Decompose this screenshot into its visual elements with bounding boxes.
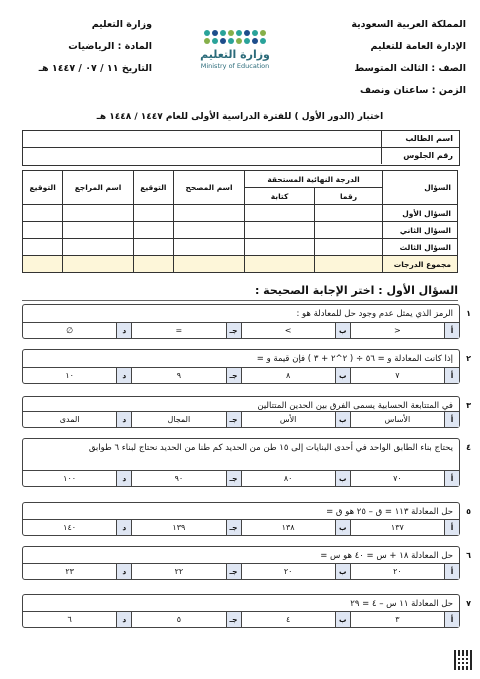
option-text: ٧: [395, 371, 400, 380]
header-grade: الصف : الثالث المتوسط: [354, 63, 466, 74]
option-text: ٢٠: [393, 567, 402, 576]
option-text: ٤: [285, 615, 291, 624]
option-letter: أ: [444, 612, 459, 627]
option[interactable]: [350, 564, 459, 579]
grades-header-signature2: التوقيع: [23, 171, 63, 205]
header-duration: الزمن : ساعتان ونصف: [360, 85, 466, 96]
option-text: المجال: [167, 415, 191, 424]
grade-cell[interactable]: [133, 256, 173, 273]
option-letter: د: [116, 323, 131, 338]
option-letter: ب: [335, 323, 350, 338]
student-name-row[interactable]: [23, 131, 459, 148]
grades-header-digits: رقما: [315, 188, 383, 205]
option-text: ٢٠: [283, 567, 293, 576]
header-ministry: وزارة التعليم: [91, 19, 152, 30]
options-row: [23, 611, 459, 627]
grades-header-final: الدرجة النهائية المستحقة: [245, 171, 383, 188]
question-block: [22, 594, 471, 628]
option-letter: جـ: [226, 368, 241, 383]
option[interactable]: [241, 612, 350, 627]
question-stem: حل المعادلة ١١ س – ٤ = ٢٩: [350, 599, 453, 609]
student-name-label: اسم الطالب: [381, 131, 459, 147]
option-letter: ب: [335, 564, 350, 579]
option[interactable]: [23, 612, 131, 627]
grade-cell[interactable]: [23, 222, 63, 239]
grade-cell[interactable]: [63, 239, 133, 256]
question-stem: إذا كانت المعادلة و = ٥٦ ÷ ( ٢^٢ + ٣ ) فإن قيمة و =: [256, 354, 453, 364]
option[interactable]: [23, 520, 131, 535]
option-letter: د: [116, 564, 131, 579]
option-text: ١٤٠: [63, 523, 77, 532]
option-text: ١٠: [65, 371, 74, 380]
grade-cell[interactable]: [174, 205, 245, 222]
logo-arabic-text: وزارة التعليم: [200, 48, 270, 61]
option[interactable]: [350, 323, 459, 338]
grade-cell[interactable]: [174, 256, 245, 273]
question-stem: حل المعادلة ١١٣ = ق – ٢٥ هو ق =: [326, 507, 453, 517]
options-row: [23, 322, 459, 338]
option-letter: أ: [444, 323, 459, 338]
option-text: ٨: [285, 371, 291, 380]
grade-cell[interactable]: [63, 222, 133, 239]
option-text: <: [394, 326, 401, 335]
grade-cell[interactable]: [63, 205, 133, 222]
grade-cell[interactable]: [315, 239, 383, 256]
option-letter: جـ: [226, 612, 241, 627]
option[interactable]: [131, 368, 240, 383]
option-text: ٥: [176, 615, 182, 624]
grades-row: [23, 239, 458, 256]
options-row: [23, 563, 459, 579]
page-header: [0, 6, 480, 98]
option[interactable]: [131, 520, 240, 535]
option-text: ١٣٧: [390, 523, 404, 532]
header-subject: المادة : الرياضيات: [68, 41, 152, 52]
question-number: ١: [466, 309, 471, 318]
option[interactable]: [350, 612, 459, 627]
qr-code-icon: [454, 650, 474, 670]
option[interactable]: [23, 471, 131, 486]
grades-row-label: السؤال الثالث: [383, 239, 458, 256]
question-stem: في المتتابعة الحسابية يسمى الفرق بين الحدين المتتالين: [257, 401, 453, 411]
option-letter: جـ: [226, 471, 241, 486]
option[interactable]: [350, 471, 459, 486]
option-letter: أ: [444, 368, 459, 383]
grades-row-label: السؤال الأول: [383, 205, 458, 222]
option-text: =: [175, 326, 183, 335]
options-row: [23, 519, 459, 535]
option-letter: ب: [335, 412, 350, 427]
grade-cell[interactable]: [23, 205, 63, 222]
grade-cell[interactable]: [174, 222, 245, 239]
option[interactable]: [241, 564, 350, 579]
grade-cell[interactable]: [245, 222, 315, 239]
grade-cell[interactable]: [245, 239, 315, 256]
option-letter: ب: [335, 368, 350, 383]
option-letter: د: [116, 412, 131, 427]
option[interactable]: [23, 368, 131, 383]
grades-header-corrector: اسم المصحح: [174, 171, 245, 205]
option-letter: جـ: [226, 520, 241, 535]
option-text: المدى: [59, 415, 80, 424]
seat-number-label: رقم الجلوس: [381, 148, 459, 164]
option[interactable]: [23, 412, 131, 427]
header-directorate: الإدارة العامة للتعليم: [370, 41, 466, 52]
option[interactable]: [241, 520, 350, 535]
option-text: الأساس: [384, 415, 411, 424]
option[interactable]: [131, 323, 240, 338]
grade-cell[interactable]: [174, 239, 245, 256]
grade-cell[interactable]: [133, 205, 173, 222]
grades-row: [23, 222, 458, 239]
option-text: ٧٠: [393, 474, 402, 483]
option[interactable]: [241, 368, 350, 383]
option-letter: د: [116, 612, 131, 627]
student-info-box: [22, 130, 460, 166]
option-letter: جـ: [226, 412, 241, 427]
logo-english-text: Ministry of Education: [200, 62, 270, 70]
question-stem: الرمز الذي يمثل عدم وجود حل للمعادلة هو :: [296, 309, 453, 319]
option[interactable]: [23, 323, 131, 338]
option-text: ٩: [176, 371, 182, 380]
option-letter: أ: [444, 520, 459, 535]
option-letter: أ: [444, 471, 459, 486]
option-letter: د: [116, 520, 131, 535]
options-row: [23, 411, 459, 427]
option[interactable]: [131, 471, 240, 486]
option-letter: جـ: [226, 564, 241, 579]
option-text: ٣: [395, 615, 400, 624]
options-row: [23, 367, 459, 383]
grade-cell[interactable]: [245, 256, 315, 273]
seat-number-row[interactable]: [23, 148, 459, 164]
option[interactable]: [131, 412, 240, 427]
header-left-block: [12, 14, 152, 80]
option-text: ١٠٠: [63, 474, 77, 483]
option[interactable]: [241, 412, 350, 427]
grades-table: [22, 170, 458, 273]
grade-cell[interactable]: [315, 205, 383, 222]
grade-cell[interactable]: [23, 239, 63, 256]
option[interactable]: [23, 564, 131, 579]
grade-cell[interactable]: [315, 222, 383, 239]
question-number: ٣: [466, 401, 471, 410]
question-stem: حل المعادلة ١٨ + س = ٤٠ هو س =: [320, 551, 453, 561]
header-right-block: [296, 14, 466, 102]
option-letter: د: [116, 368, 131, 383]
question-block: [22, 304, 471, 339]
question-block: [22, 502, 471, 536]
grades-header-question: السؤال: [383, 171, 458, 205]
option[interactable]: [350, 520, 459, 535]
option-letter: ب: [335, 612, 350, 627]
options-row: [23, 470, 459, 486]
option[interactable]: [131, 612, 240, 627]
option-text: ١٣٩: [172, 523, 186, 532]
option-text: >: [284, 326, 292, 335]
question-number: ٥: [466, 507, 471, 516]
question-block: [22, 438, 471, 487]
option-text: الأس: [279, 415, 297, 424]
ministry-logo: [170, 28, 300, 90]
option-text: ١٣٨: [281, 523, 295, 532]
option[interactable]: [350, 412, 459, 427]
grades-row: [23, 205, 458, 222]
grade-cell[interactable]: [245, 205, 315, 222]
option-text: ٦: [67, 615, 72, 624]
grades-total-row: [23, 256, 458, 273]
grade-cell[interactable]: [133, 222, 173, 239]
option-text: ٢٣: [65, 567, 74, 576]
section-title: السؤال الأول : اختر الإجابة الصحيحة :: [22, 282, 458, 301]
exam-title: اختبار (الدور الأول ) للفترة الدراسية الأولى للعام ١٤٤٧ / ١٤٤٨ هـ: [96, 112, 384, 122]
option[interactable]: [350, 368, 459, 383]
option-letter: ب: [335, 471, 350, 486]
question-block: [22, 349, 471, 384]
question-number: ٢: [466, 354, 471, 363]
logo-dots-icon: [170, 30, 300, 44]
option[interactable]: [131, 564, 240, 579]
header-country: المملكة العربية السعودية: [351, 19, 466, 30]
grades-header-words: كتابة: [245, 188, 315, 205]
grades-row-label: السؤال الثاني: [383, 222, 458, 239]
option-letter: جـ: [226, 323, 241, 338]
question-block: [22, 396, 471, 428]
option-text: ٢٢: [174, 567, 184, 576]
grades-total-label: مجموع الدرجات: [383, 256, 458, 273]
grade-cell[interactable]: [133, 239, 173, 256]
option[interactable]: [241, 323, 350, 338]
question-number: ٧: [466, 599, 471, 608]
option-text: ٨٠: [283, 474, 293, 483]
option-letter: ب: [335, 520, 350, 535]
grade-cell[interactable]: [23, 256, 63, 273]
question-stem: يحتاج بناء الطابق الواحد في أحدى البنايات إلى ١٥ طن من الحديد كم طنا من الحديد نحتاج لبناء ٦ طوابق: [88, 443, 453, 453]
option-letter: د: [116, 471, 131, 486]
question-number: ٦: [466, 551, 471, 560]
grade-cell[interactable]: [315, 256, 383, 273]
option-text: ٩٠: [174, 474, 184, 483]
grades-header-reviewer: اسم المراجع: [63, 171, 133, 205]
option-letter: أ: [444, 564, 459, 579]
question-number: ٤: [466, 443, 471, 452]
question-block: [22, 546, 471, 580]
option-letter: أ: [444, 412, 459, 427]
grade-cell[interactable]: [63, 256, 133, 273]
option[interactable]: [241, 471, 350, 486]
option-text: ∅: [66, 326, 74, 335]
grades-header-signature: التوقيع: [133, 171, 173, 205]
header-date: التاريخ ١١ / ٠٧ / ١٤٤٧ هـ: [38, 63, 152, 74]
